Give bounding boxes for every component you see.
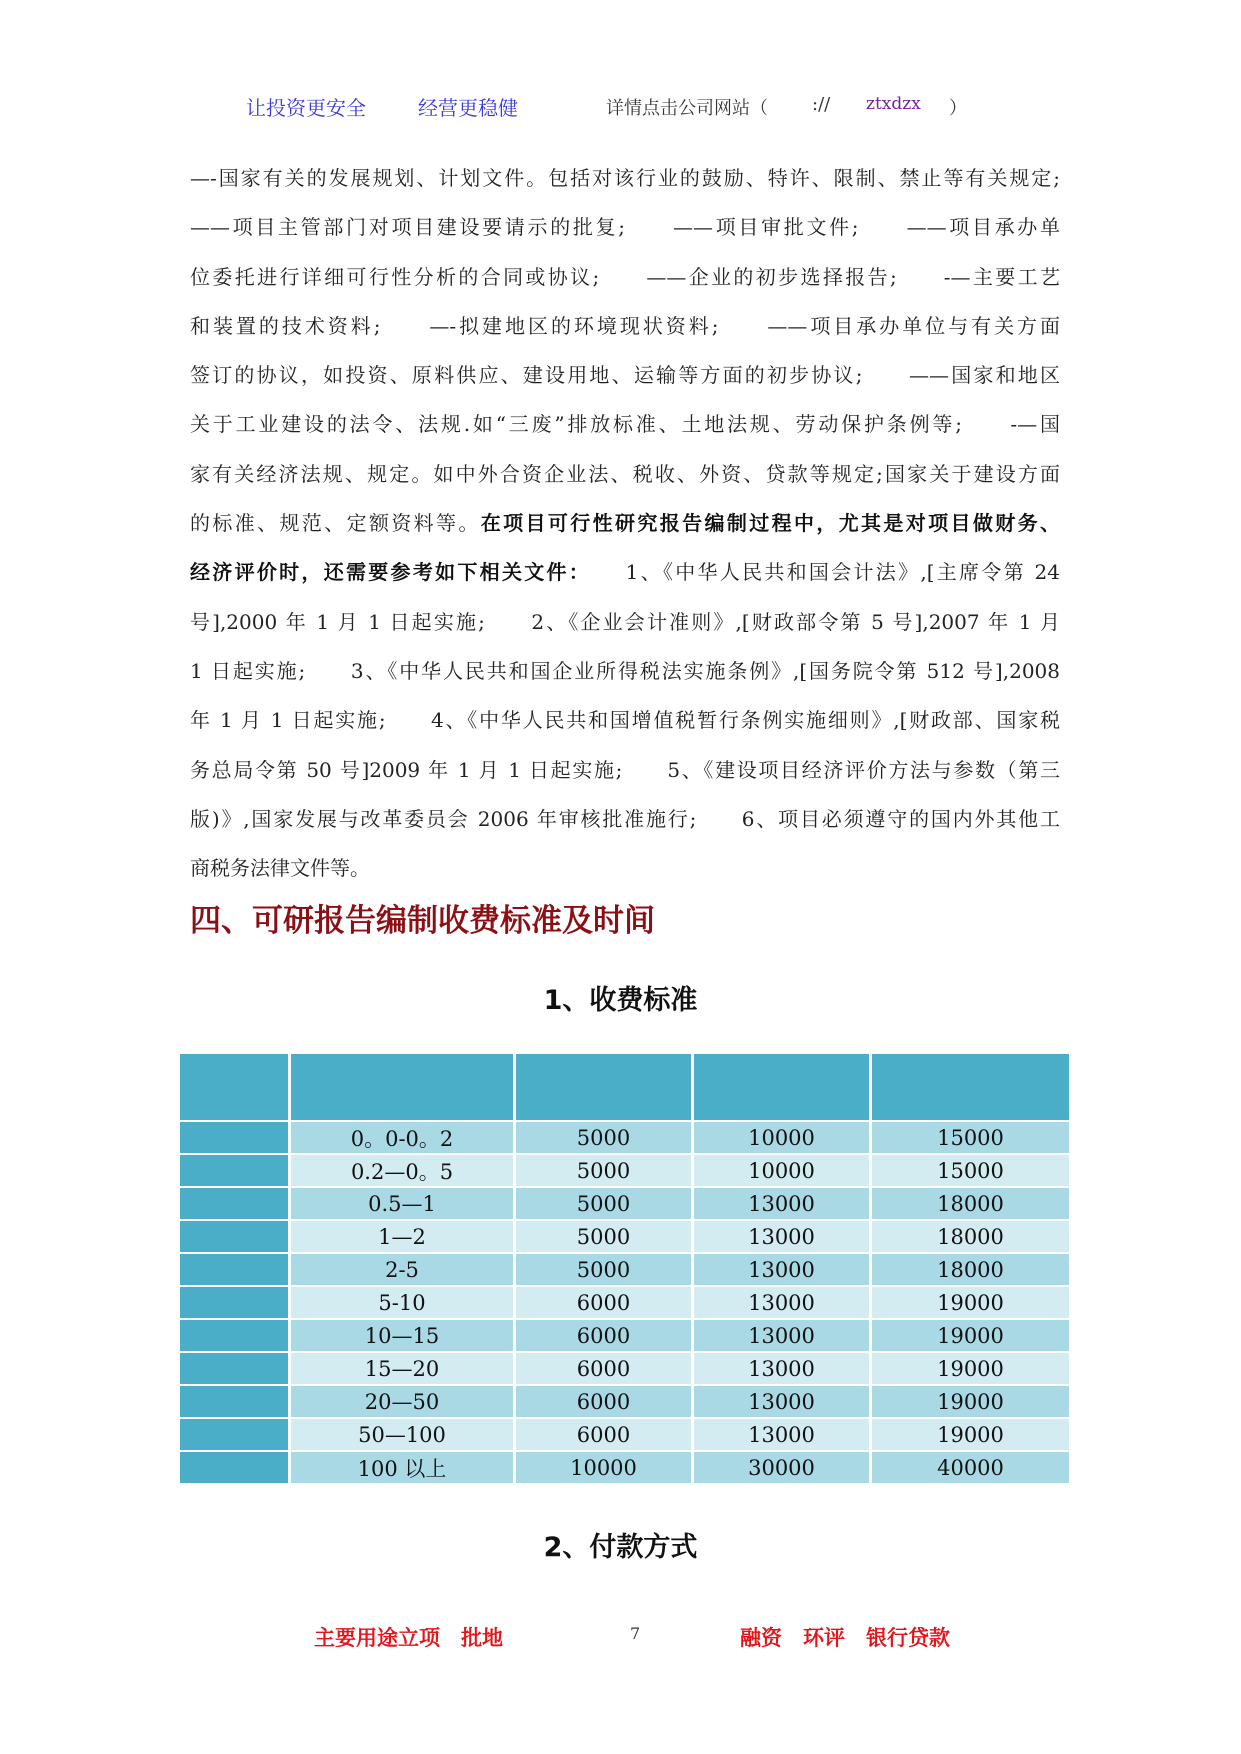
table-cell: 6000: [516, 1320, 691, 1351]
url-scheme[interactable]: ://: [812, 94, 831, 115]
body-line: 务总局令第 50 号]2009 年 1 月 1 日起实施; 5、《建设项目经济评价方法与参数（第三: [190, 757, 1060, 782]
table-row-header: [180, 1122, 288, 1153]
slogan-safe: 让投资更安全: [246, 96, 366, 120]
table-cell: 50—100: [291, 1419, 513, 1450]
table-cell: 100 以上: [291, 1452, 513, 1483]
table-cell: 30000: [694, 1452, 869, 1483]
body-line: 位委托进行详细可行性分析的合同或协议; ——企业的初步选择报告; -—主要工艺: [190, 264, 1060, 289]
table-cell: 6000: [516, 1287, 691, 1318]
company-url[interactable]: ztxdzx: [866, 94, 921, 114]
table-cell: 13000: [694, 1353, 869, 1384]
table-cell: 6000: [516, 1353, 691, 1384]
body-line-mixed: [190, 499, 1060, 548]
page-header: [246, 92, 1046, 122]
table-cell: 5000: [516, 1155, 691, 1186]
body-line: 商税务法律文件等。: [190, 856, 370, 881]
table-header-cell: [516, 1054, 691, 1120]
subtitle-payment: 2、付款方式: [543, 1532, 698, 1563]
table-cell: 5-10: [291, 1287, 513, 1318]
table-row-header: [180, 1419, 288, 1450]
body-line: 签订的协议，如投资、原料供应、建设用地、运输等方面的初步协议; ——国家和地区: [190, 363, 1060, 388]
table-cell: 19000: [872, 1353, 1069, 1384]
table-cell: 19000: [872, 1287, 1069, 1318]
footer-uses-left: 主要用途立项 批地: [314, 1626, 503, 1650]
table-header-cell: [180, 1054, 288, 1120]
site-prefix: 详情点击公司网站（: [606, 98, 768, 119]
site-suffix: ）: [949, 98, 967, 119]
body-line-mixed: [190, 548, 1060, 597]
table-row-header: [180, 1353, 288, 1384]
table-cell: 6000: [516, 1419, 691, 1450]
table-header-row: [180, 1054, 1069, 1120]
table-row: [180, 1122, 1069, 1153]
body-bold-text: 在项目可行性研究报告编制过程中，尤其是对项目做财务、: [480, 511, 1061, 536]
table-header-cell: [694, 1054, 869, 1120]
table-header-cell: [872, 1054, 1069, 1120]
table-row: [180, 1287, 1069, 1318]
table-cell: 10000: [694, 1122, 869, 1153]
table-cell: 15000: [872, 1155, 1069, 1186]
body-line: 号],2000 年 1 月 1 日起实施; 2、《企业会计准则》,[财政部令第 5 号],2007 年 1 月: [190, 609, 1060, 634]
slogan-stable: 经营更稳健: [418, 96, 518, 120]
table-row: [180, 1320, 1069, 1351]
table-cell: 0.2—0。5: [291, 1155, 513, 1186]
table-row-header: [180, 1221, 288, 1252]
table-cell: 5000: [516, 1221, 691, 1252]
table-cell: 1—2: [291, 1221, 513, 1252]
table-cell: 6000: [516, 1386, 691, 1417]
table-cell: 10000: [516, 1452, 691, 1483]
table-row-header: [180, 1254, 288, 1285]
table-cell: 18000: [872, 1188, 1069, 1219]
table-cell: 5000: [516, 1254, 691, 1285]
section-title: 四、可研报告编制收费标准及时间: [190, 903, 655, 939]
table-cell: 18000: [872, 1221, 1069, 1252]
table-cell: 19000: [872, 1386, 1069, 1417]
table-cell: 15—20: [291, 1353, 513, 1384]
table-cell: 13000: [694, 1287, 869, 1318]
body-line: 年 1 月 1 日起实施; 4、《中华人民共和国增值税暂行条例实施细则》,[财政部、国家税: [190, 708, 1060, 733]
table-cell: 40000: [872, 1452, 1069, 1483]
table-cell: 18000: [872, 1254, 1069, 1285]
table-row-header: [180, 1188, 288, 1219]
table-row-header: [180, 1155, 288, 1186]
table-row: [180, 1188, 1069, 1219]
body-line: 1 日起实施; 3、《中华人民共和国企业所得税法实施条例》,[国务院令第 512 号],2008: [190, 658, 1060, 683]
fee-table: [177, 1052, 1072, 1485]
table-header-cell: [291, 1054, 513, 1120]
page-number: 7: [630, 1624, 641, 1643]
table-cell: 13000: [694, 1419, 869, 1450]
body-line: 版)》,国家发展与改革委员会 2006 年审核批准施行; 6、项目必须遵守的国内外其他工: [190, 806, 1060, 831]
table-cell: 19000: [872, 1419, 1069, 1450]
table-cell: 0.5—1: [291, 1188, 513, 1219]
table-row: [180, 1254, 1069, 1285]
body-normal-text: 的标准、规范、定额资料等。: [190, 511, 481, 536]
table-cell: 13000: [694, 1320, 869, 1351]
table-row: [180, 1353, 1069, 1384]
body-line: —-国家有关的发展规划、计划文件。包括对该行业的鼓励、特许、限制、禁止等有关规定;: [190, 166, 1060, 190]
table-row: [180, 1452, 1069, 1483]
table-row-header: [180, 1386, 288, 1417]
table-row: [180, 1221, 1069, 1252]
table-cell: 15000: [872, 1122, 1069, 1153]
table-cell: 13000: [694, 1254, 869, 1285]
body-line: 关于工业建设的法令、法规.如“三废”排放标准、土地法规、劳动保护条例等; -—国: [190, 412, 1060, 437]
body-line: 家有关经济法规、规定。如中外合资企业法、税收、外资、贷款等规定;国家关于建设方面: [190, 461, 1060, 486]
table-cell: 20—50: [291, 1386, 513, 1417]
table-row-header: [180, 1452, 288, 1483]
fee-table-body: [180, 1122, 1069, 1483]
table-cell: 0。0-0。2: [291, 1122, 513, 1153]
table-cell: 13000: [694, 1221, 869, 1252]
body-bold-text: 经济评价时，还需要参考如下相关文件：: [190, 560, 582, 585]
table-row: [180, 1419, 1069, 1450]
footer-uses-right: 融资 环评 银行贷款: [740, 1626, 950, 1650]
table-cell: 5000: [516, 1188, 691, 1219]
body-line: 和装置的技术资料; —-拟建地区的环境现状资料; ——项目承办单位与有关方面: [190, 313, 1060, 338]
page-footer: [0, 1622, 1241, 1652]
table-cell: 2-5: [291, 1254, 513, 1285]
table-row: [180, 1155, 1069, 1186]
table-row-header: [180, 1320, 288, 1351]
body-line: ——项目主管部门对项目建设要请示的批复; ——项目审批文件; ——项目承办单: [190, 215, 1060, 240]
table-cell: 10000: [694, 1155, 869, 1186]
table-row-header: [180, 1287, 288, 1318]
reference-documents-text: [190, 154, 1060, 893]
table-row: [180, 1386, 1069, 1417]
body-normal-text: 1、《中华人民共和国会计法》,[主席令第 24: [581, 560, 1060, 585]
table-cell: 10—15: [291, 1320, 513, 1351]
table-cell: 13000: [694, 1188, 869, 1219]
subtitle-fee-standard: 1、收费标准: [543, 985, 698, 1016]
table-cell: 13000: [694, 1386, 869, 1417]
table-cell: 5000: [516, 1122, 691, 1153]
table-cell: 19000: [872, 1320, 1069, 1351]
